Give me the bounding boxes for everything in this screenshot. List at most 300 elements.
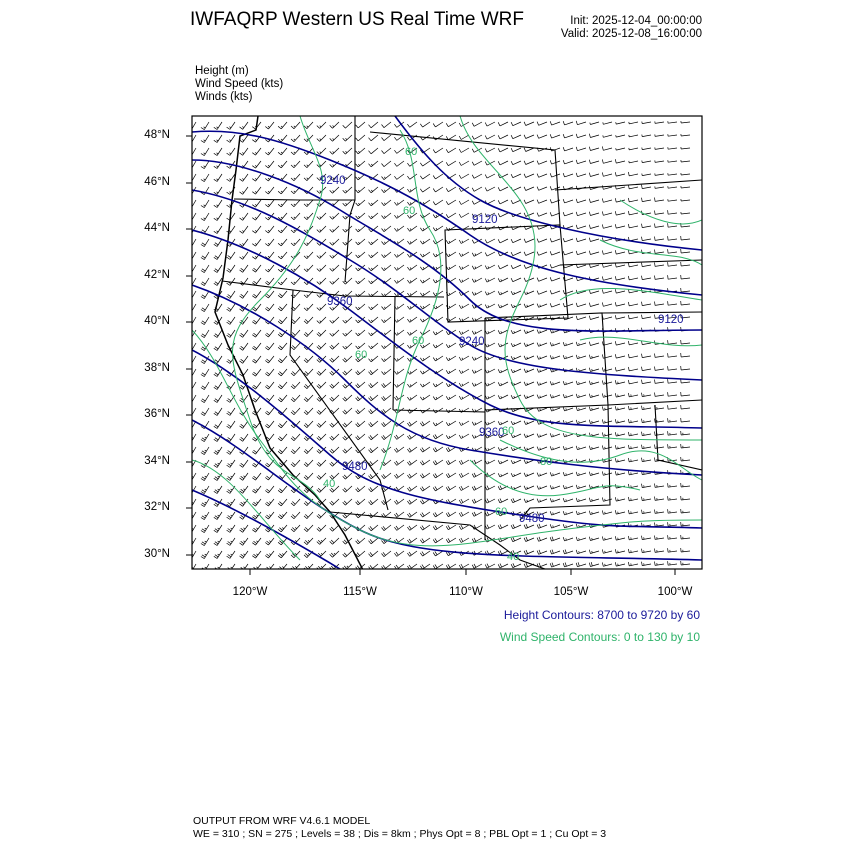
wind-barb xyxy=(655,186,664,188)
wind-barb xyxy=(563,342,573,346)
wind-barb xyxy=(214,174,222,182)
wind-barb xyxy=(563,550,573,554)
wind-barb xyxy=(576,173,586,177)
wind-barb xyxy=(485,525,495,529)
wind-barb xyxy=(214,447,222,455)
wind-barb xyxy=(615,562,625,566)
wind-barb xyxy=(330,278,339,284)
wind-barb xyxy=(291,434,300,441)
wind-barb xyxy=(602,497,612,501)
wind-barb xyxy=(304,161,313,168)
wind-barb xyxy=(524,187,534,191)
wind-barb xyxy=(628,185,638,189)
wind-barb xyxy=(602,354,612,358)
wind-barb xyxy=(616,148,625,150)
wind-barb xyxy=(369,343,379,349)
wind-barb xyxy=(589,420,599,424)
wind-barb xyxy=(537,550,547,554)
wind-barb xyxy=(304,538,313,545)
wind-barb xyxy=(498,343,508,347)
wind-barb xyxy=(407,460,417,465)
wind-barb xyxy=(304,395,313,402)
wind-barb xyxy=(240,252,249,259)
wind-barb xyxy=(485,135,495,139)
wind-barb xyxy=(394,395,404,400)
wind-barb xyxy=(642,148,651,150)
wind-barb xyxy=(446,148,456,153)
lon-tick-label: 110°W xyxy=(449,586,483,598)
wind-barb xyxy=(252,369,261,376)
wind-barb xyxy=(485,252,495,256)
wind-barb xyxy=(537,473,547,477)
wind-barb xyxy=(576,381,586,385)
wind-barb xyxy=(317,343,326,349)
wind-barb xyxy=(356,187,365,193)
wind-barb xyxy=(602,276,612,280)
wind-barb xyxy=(446,421,456,426)
wind-barb xyxy=(407,291,417,296)
wind-barb xyxy=(602,471,612,475)
wind-barb xyxy=(369,317,379,323)
wind-barb xyxy=(446,538,456,543)
wind-barb xyxy=(291,447,300,454)
wind-barb xyxy=(240,226,249,233)
wind-barb xyxy=(369,148,379,154)
wind-barb xyxy=(369,252,379,258)
wind-barb xyxy=(420,512,430,517)
wind-barb xyxy=(304,213,313,220)
wind-barb xyxy=(433,278,443,283)
wind-barb xyxy=(485,265,495,269)
lat-tick-label: 40°N xyxy=(144,315,170,327)
wind-barb xyxy=(446,122,456,127)
wind-barb xyxy=(681,522,690,526)
wind-barb xyxy=(511,473,521,477)
wind-barb xyxy=(524,174,534,178)
wind-barb xyxy=(537,395,547,399)
wind-barb xyxy=(317,278,326,284)
wind-barb xyxy=(550,160,560,164)
wind-barb xyxy=(628,354,638,358)
wind-barb xyxy=(485,564,495,568)
wind-barb xyxy=(655,432,665,436)
wind-barb xyxy=(550,511,560,515)
wind-barb xyxy=(382,434,392,440)
height-label: 9120 xyxy=(472,214,498,226)
wind-barb xyxy=(681,301,690,305)
wind-barb xyxy=(201,486,209,494)
wind-barb xyxy=(642,122,651,124)
wind-barb xyxy=(655,121,664,123)
wind-barb xyxy=(227,434,235,441)
wind-barb xyxy=(537,239,547,243)
wind-barb xyxy=(485,395,495,399)
wind-barb xyxy=(382,148,392,154)
wind-barb xyxy=(278,161,287,168)
wind-barb xyxy=(563,407,573,411)
wind-barb xyxy=(459,304,469,309)
wind-barb xyxy=(382,382,392,388)
wind-barb xyxy=(642,510,652,514)
wind-barb xyxy=(201,551,209,559)
lat-tick-label: 30°N xyxy=(144,548,170,560)
wind-barb xyxy=(227,395,235,402)
wind-barb xyxy=(602,536,612,540)
wind-barb xyxy=(668,186,677,188)
wind-barb xyxy=(498,395,508,399)
wind-barb xyxy=(304,512,313,519)
wind-barb xyxy=(343,447,352,453)
wind-speed-label: 60 xyxy=(405,146,418,158)
wind-barb xyxy=(240,538,249,545)
wind-barb xyxy=(459,148,469,153)
wind-barb xyxy=(227,512,235,519)
wind-speed-label: 60 xyxy=(403,205,416,217)
wind-barb xyxy=(265,382,274,389)
wind-barb xyxy=(615,458,625,462)
wind-barb xyxy=(330,226,339,232)
wind-barb xyxy=(446,343,456,348)
wind-barb xyxy=(615,406,625,410)
wind-contour-legend: Wind Speed Contours: 0 to 130 by 10 xyxy=(499,630,700,644)
wind-barb xyxy=(317,525,326,531)
wind-barb xyxy=(589,212,599,216)
wind-barb xyxy=(576,485,586,489)
wind-barb xyxy=(681,405,690,409)
wind-barb xyxy=(628,432,638,436)
wind-barb xyxy=(498,278,508,282)
wind-barb xyxy=(433,525,443,530)
wind-barb xyxy=(459,330,469,335)
wind-barb xyxy=(563,303,573,307)
wind-barb xyxy=(655,302,665,306)
wind-barb xyxy=(615,497,625,501)
wind-barb xyxy=(227,304,235,311)
wind-barb xyxy=(655,250,665,254)
wind-barb xyxy=(524,161,534,165)
field-label-winds: Winds (kts) xyxy=(195,91,253,103)
wind-barb xyxy=(382,395,392,401)
wind-barb xyxy=(668,509,677,513)
wind-barb xyxy=(511,161,521,165)
wind-barb xyxy=(602,172,612,176)
wind-barb xyxy=(394,473,404,478)
wind-barb xyxy=(446,356,456,361)
wind-barb xyxy=(563,446,573,450)
wind-barb xyxy=(420,473,430,478)
wind-barb xyxy=(668,444,677,448)
wind-barb xyxy=(589,433,599,437)
wind-barb xyxy=(511,174,521,178)
wind-barb xyxy=(537,187,547,191)
wind-barb xyxy=(240,239,249,246)
wind-barb xyxy=(433,122,443,127)
lat-tick-label: 38°N xyxy=(144,362,170,374)
wind-barb xyxy=(563,563,573,567)
wind-barb xyxy=(459,434,469,439)
wind-barb xyxy=(550,355,560,359)
lon-tick-label: 100°W xyxy=(657,586,693,598)
wind-barb xyxy=(642,237,652,241)
wind-barb xyxy=(252,486,261,493)
wind-barb xyxy=(369,200,379,206)
wind-barb xyxy=(201,278,209,286)
wind-barb xyxy=(317,421,326,427)
wind-barb xyxy=(655,523,665,527)
wind-barb xyxy=(563,147,573,151)
wind-barb xyxy=(511,265,521,269)
wind-barb xyxy=(420,161,430,166)
wind-speed-label: 60 xyxy=(412,335,425,347)
wind-barb xyxy=(240,122,249,129)
wind-barb xyxy=(356,551,365,557)
wind-barb xyxy=(668,366,677,370)
wind-barb xyxy=(472,278,482,282)
wind-barb xyxy=(369,213,379,219)
wind-barb xyxy=(642,135,651,137)
wind-barb xyxy=(317,304,326,310)
wind-barb xyxy=(227,122,235,129)
wind-barb xyxy=(382,473,392,479)
wind-barb xyxy=(433,473,443,478)
wind-barb xyxy=(576,212,586,216)
wind-barb xyxy=(485,369,495,373)
wind-barb xyxy=(214,473,222,481)
wind-barb xyxy=(446,408,456,413)
wind-barb xyxy=(394,148,404,153)
wind-barb xyxy=(252,564,261,571)
wind-barb xyxy=(278,291,287,298)
wind-barb xyxy=(576,394,586,398)
wind-barb xyxy=(563,511,573,515)
wind-barb xyxy=(485,447,495,451)
wind-barb xyxy=(343,486,352,492)
wind-barb xyxy=(589,147,599,151)
wind-barb xyxy=(278,226,287,233)
wind-barb xyxy=(628,393,638,397)
wind-barb xyxy=(602,302,612,306)
wind-barb xyxy=(602,289,612,293)
wind-barb xyxy=(317,148,326,154)
wind-barb xyxy=(407,447,417,452)
wind-barb xyxy=(524,200,534,204)
wind-barb xyxy=(615,211,625,215)
wind-barb xyxy=(201,135,209,143)
wind-barb xyxy=(317,538,326,544)
border-nm-tx xyxy=(330,405,610,569)
wind-barb xyxy=(407,395,417,400)
wind-barb xyxy=(472,187,482,191)
wind-barb xyxy=(433,343,443,348)
wind-barb xyxy=(642,406,652,410)
wind-barb xyxy=(655,211,665,215)
wind-barb xyxy=(628,211,638,215)
wind-barb xyxy=(498,148,508,152)
wind-barb xyxy=(227,252,235,259)
wind-barb xyxy=(615,354,625,358)
wind-barb xyxy=(343,278,352,284)
wind-barb xyxy=(472,291,482,295)
wind-barb xyxy=(498,213,508,217)
wind-barb xyxy=(382,356,392,362)
wind-barb xyxy=(668,496,677,500)
wind-barb xyxy=(511,239,521,243)
wind-barb xyxy=(485,122,495,126)
wind-barb xyxy=(265,265,274,272)
wind-barb xyxy=(382,122,392,128)
wind-barb xyxy=(472,265,482,269)
wind-barb xyxy=(459,473,469,478)
wind-barb xyxy=(655,224,665,228)
wind-barb xyxy=(668,275,677,279)
wind-barb xyxy=(394,252,404,257)
wind-barb xyxy=(550,303,560,307)
wind-barb xyxy=(201,213,209,221)
wind-barb xyxy=(615,250,625,254)
wind-barb xyxy=(485,486,495,491)
wind-barb xyxy=(201,434,209,442)
wind-barb xyxy=(459,538,469,543)
wind-barb xyxy=(563,212,573,216)
wind-barb xyxy=(420,252,430,257)
wind-barb xyxy=(681,340,690,344)
wind-barb xyxy=(589,562,599,566)
wind-barb xyxy=(201,473,209,481)
wind-barb xyxy=(394,447,404,452)
wind-barb xyxy=(537,343,547,347)
wind-barb xyxy=(420,447,430,452)
wind-barb xyxy=(589,173,599,177)
wind-barb xyxy=(343,551,352,557)
wind-barb xyxy=(459,252,469,257)
wind-barb xyxy=(498,304,508,308)
wind-barb xyxy=(563,173,573,177)
wind-barb xyxy=(681,173,690,175)
wind-barb xyxy=(278,252,287,259)
wind-barb xyxy=(394,525,404,530)
wind-barb xyxy=(420,369,430,374)
height-label: 9120 xyxy=(658,314,684,326)
wind-barb xyxy=(589,368,599,372)
wind-barb xyxy=(537,174,547,178)
wind-barb xyxy=(304,447,313,454)
border-ut-west xyxy=(393,297,395,410)
wind-barb xyxy=(446,395,456,400)
wind-barb xyxy=(382,369,392,375)
wind-barb xyxy=(304,356,313,363)
wind-barb xyxy=(394,278,404,283)
lat-tick-label: 32°N xyxy=(144,501,170,513)
wind-barb xyxy=(498,525,508,529)
wind-barb xyxy=(433,395,443,400)
wind-barb xyxy=(589,394,599,398)
wind-barb xyxy=(278,421,287,428)
wind-barb xyxy=(382,551,392,557)
wind-barb xyxy=(655,367,665,371)
wind-barb xyxy=(201,525,209,533)
wind-barb xyxy=(278,434,287,441)
wind-barb xyxy=(291,460,300,467)
wind-barb xyxy=(616,135,625,137)
wind-barb xyxy=(343,226,352,232)
wind-barb xyxy=(278,395,287,402)
wind-barb xyxy=(498,447,508,451)
wind-barb xyxy=(252,317,261,324)
wind-barb xyxy=(642,484,652,488)
wind-barb xyxy=(485,512,495,516)
wind-barb xyxy=(459,395,469,400)
wind-barb xyxy=(369,122,379,128)
wind-barb xyxy=(524,421,534,425)
wind-barb xyxy=(446,369,456,374)
wind-barb xyxy=(330,148,339,154)
wind-barb xyxy=(356,434,365,440)
wind-barb xyxy=(668,431,677,435)
wind-barb xyxy=(214,343,222,351)
wind-barb xyxy=(537,135,547,139)
wind-barb xyxy=(343,122,352,128)
wind-barb xyxy=(394,551,404,556)
wind-barb xyxy=(343,356,352,362)
wind-barb xyxy=(628,263,638,267)
wind-barb xyxy=(330,317,339,323)
wind-barb xyxy=(407,434,417,439)
wind-barb xyxy=(407,538,417,543)
wind-barb xyxy=(576,316,586,320)
wind-barb xyxy=(214,460,222,468)
wind-barb xyxy=(214,564,222,572)
wind-barb xyxy=(459,356,469,361)
wind-barb xyxy=(459,525,469,530)
wind-barb xyxy=(407,382,417,387)
wind-barb xyxy=(252,174,261,181)
wind-barb xyxy=(668,262,677,266)
wind-barb xyxy=(394,174,404,179)
wind-barb xyxy=(317,434,326,440)
wind-barb xyxy=(214,252,222,260)
wind-barb xyxy=(563,160,573,164)
wind-speed-label: 40 xyxy=(323,478,336,490)
wind-barb xyxy=(524,550,534,555)
wind-barb xyxy=(602,445,612,449)
wind-barb xyxy=(252,278,261,285)
wind-barb xyxy=(615,393,625,397)
wind-barb xyxy=(317,317,326,323)
wind-barb xyxy=(394,460,404,465)
wind-barb xyxy=(472,122,482,126)
wind-barb xyxy=(278,148,287,155)
wind-barb xyxy=(550,134,560,138)
wind-barb xyxy=(563,355,573,359)
wind-barb xyxy=(615,549,625,553)
wind-barb xyxy=(642,211,652,215)
wind-barb xyxy=(201,291,209,299)
wind-barb xyxy=(304,525,313,532)
wind-barb xyxy=(498,460,508,464)
wind-barb xyxy=(446,460,456,465)
wind-barb xyxy=(681,418,690,422)
wind-barb xyxy=(291,395,300,402)
wind-barb xyxy=(369,434,379,440)
wind-barb xyxy=(511,148,521,152)
wind-barb xyxy=(589,381,599,385)
wind-barb xyxy=(278,369,287,376)
wind-barb xyxy=(291,512,300,519)
wind-barb xyxy=(201,200,209,208)
wind-barb xyxy=(498,499,508,503)
wind-barb xyxy=(603,135,612,137)
wind-barb xyxy=(214,551,222,559)
